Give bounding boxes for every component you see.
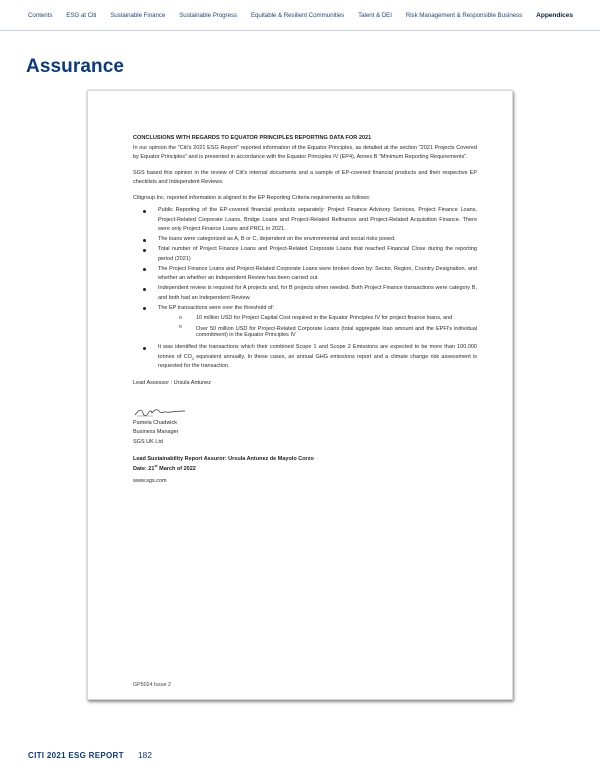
page-title: Assurance — [26, 56, 125, 77]
nav-appendices[interactable]: Appendices — [536, 11, 573, 19]
document-heading: CONCLUSIONS WITH REGARDS TO EQUATOR PRINCIPLES REPORTING DATA FOR 2021 — [133, 135, 372, 141]
sub-bullet-marker: o — [179, 315, 182, 321]
report-brand: CITI 2021 ESG REPORT — [28, 750, 124, 760]
threshold-sublist — [158, 314, 477, 343]
threshold-intro: The EP transactions were over the threshold of: — [158, 304, 275, 311]
list-item: Total number of Project Finance Loans and Project-Related Corporate Loans that reached Financial Close during the reporting period (2021) — [133, 245, 477, 264]
paragraph-basis: SGS based this opinion in the review of Citi's internal documents and a sample of EP-covered financial products and their respective EP checklists and Independent Reviews. — [133, 169, 477, 185]
top-navigation — [0, 0, 600, 30]
list-item: Public Reporting of the EP-covered financial products separately: Project Finance Advisory Services, Project Finance Loans, Project-Related Corporate Loans, Bridge Loans and Project-Related Refinance and Project-Related Acquisition Finance. There were only Project Finance Loans and PRCL in 2021. — [133, 206, 477, 235]
nav-equitable-resilient-communities[interactable]: Equitable & Resilient Communities — [250, 11, 345, 19]
sub-list-item: o 10 million USD for Project Capital Cost required in the Equator Principles IV for project finance loans, and — [158, 314, 477, 324]
list-item: Independent review is required for A projects and, for B projects when needed. Both Project Finance transactions were category B, and both had an Independent Review. — [133, 284, 477, 303]
lead-assessor: Lead Assessor : Ursula Antunez — [133, 380, 211, 386]
form-code: GP5024 Issue 2 — [133, 682, 171, 688]
website-link[interactable]: www.sgs.com — [133, 478, 167, 484]
paragraph-alignment: Citigroup Inc. reported information is aligned to the EP Reporting Criteria requirements as follows: — [133, 194, 371, 201]
signature-image — [133, 403, 188, 419]
report-date: Date: 21st March of 2022 — [133, 463, 196, 472]
sub-list-item: o Over 50 million USD for Project-Related Corporate Loans (total aggregate loan amount and the EPFI's individual commitment) in the Equator Principles IV — [179, 323, 477, 338]
list-item: The Project Finance Loans and Project-Related Corporate Loans were broken down by: Sector, Region, Country Designation, and whether an whether an Independent Review has been carried out. — [133, 265, 477, 284]
page-footer — [28, 750, 152, 760]
signer-company: SGS UK Ltd — [133, 438, 163, 445]
page-number: 182 — [137, 750, 152, 760]
list-item — [133, 304, 477, 343]
nav-divider — [0, 30, 600, 31]
signer-title: Business Manager — [133, 429, 179, 435]
nav-risk-management[interactable]: Risk Management & Responsible Business — [405, 11, 523, 19]
paragraph-opinion: In our opinion the "Citi's 2021 ESG Report" reported information of the Equator Principles, as detailed at the section "2021 Projects Covered by Equator Principles" and is presented in accordance with the Equator Principles IV (EP4), Annex B "Minimum Reporting Requirements". — [133, 144, 477, 160]
sub-bullet-marker: o — [179, 323, 182, 330]
list-item: It was identified the transactions which their combined Scope 1 and Scope 2 Emissions are expected to be more than 100,000 tonnes of $CO_2$ equivalent annually. In these cases, an annual GHG emissions report and a climate change risk assessment is requested for the transaction. — [133, 343, 477, 372]
lead-assuror: Lead Sustainability Report Assuror: Ursula Antunez de Mayolo Corzo — [133, 456, 314, 462]
list-item: The loans were categorized as A, B or C, dependent on the environmental and social risks posed. — [133, 235, 477, 245]
assurance-document — [87, 90, 513, 700]
criteria-list — [133, 206, 477, 372]
nav-talent-dei[interactable]: Talent & DEI — [358, 11, 392, 19]
nav-esg-at-citi[interactable]: ESG at Citi — [66, 11, 97, 19]
signer-name: Pamela Chadwick — [133, 419, 178, 426]
document-body — [133, 134, 477, 487]
nav-sustainable-progress[interactable]: Sustainable Progress — [179, 11, 238, 19]
nav-contents[interactable]: Contents — [28, 11, 53, 19]
nav-sustainable-finance[interactable]: Sustainable Finance — [110, 11, 166, 19]
